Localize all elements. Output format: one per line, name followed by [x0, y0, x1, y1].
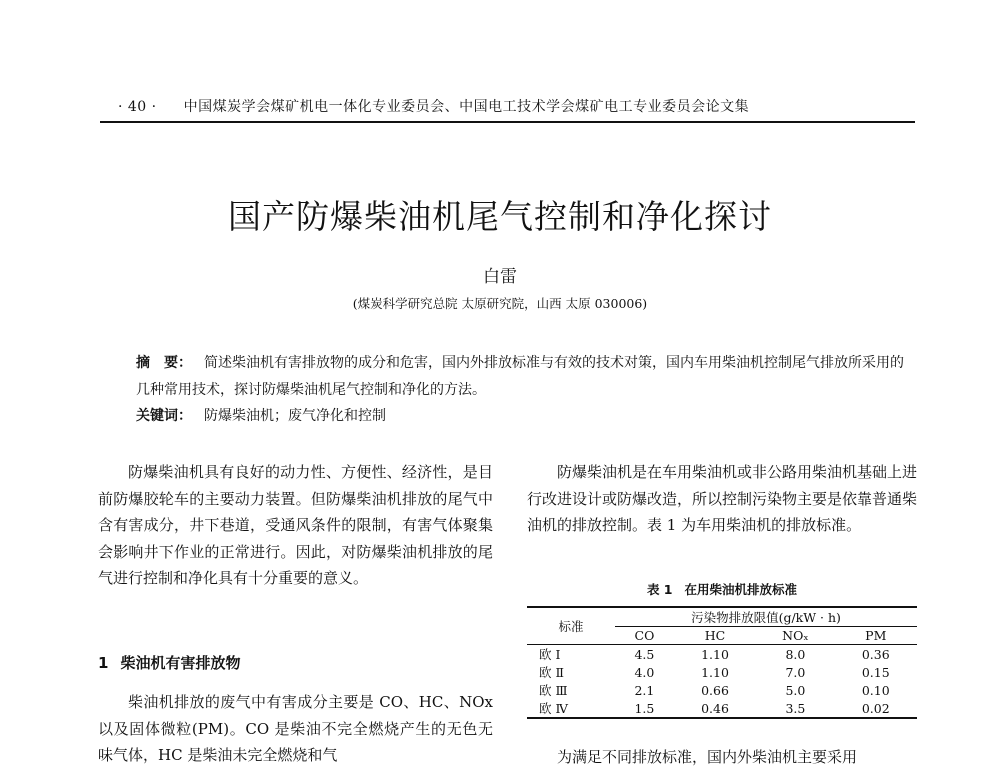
- abstract: [136, 350, 911, 404]
- table-cell-standard: 欧 Ⅳ: [527, 699, 615, 718]
- table-cell: 0.46: [674, 699, 756, 718]
- table-cell: 2.1: [634, 682, 655, 698]
- paper-title: 国产防爆柴油机尾气控制和净化探讨: [228, 197, 772, 236]
- abstract-label: 摘 要：: [136, 355, 192, 371]
- affiliation: (煤炭科学研究总院 太原研究院，山西 太原 030006): [352, 296, 648, 311]
- table-caption-text: 在用柴油机排放标准: [684, 582, 798, 597]
- table-cell-standard: 欧 Ⅰ: [539, 647, 561, 662]
- table-cell: 7.0: [785, 664, 806, 680]
- page-number: · 40 ·: [118, 99, 157, 115]
- table-cell: 1.5: [615, 699, 674, 718]
- table-cell: 4.5: [634, 646, 655, 662]
- journal-name: 中国煤炭学会煤矿机电一体化专业委员会、中国电工技术学会煤矿电工专业委员会论文集: [183, 99, 750, 115]
- table-limit-header: 污染物排放限值(g/kW · h): [615, 607, 917, 627]
- table-caption-number: 表 1: [646, 582, 673, 597]
- left-column-section: [98, 689, 493, 769]
- table-cell: 1.10: [701, 664, 729, 680]
- table-cell: 1.10: [701, 646, 729, 662]
- table-cell: 0.66: [701, 682, 729, 698]
- table-cell: 4.0: [634, 664, 655, 680]
- table-col-header: NOₓ: [756, 627, 834, 645]
- right-column-continued: [527, 744, 917, 771]
- running-header: [118, 96, 749, 116]
- right-paragraph-2: 为满足不同排放标准，国内外柴油机主要采用: [557, 748, 858, 766]
- table-stub-header: 标准: [527, 607, 615, 645]
- keywords-text: 防爆柴油机；废气净化和控制: [204, 408, 386, 424]
- table-caption: [527, 580, 917, 598]
- left-column-intro: [98, 459, 493, 592]
- section-number: 1: [98, 654, 109, 672]
- table-col-header: CO: [615, 627, 674, 645]
- section-heading: [98, 652, 240, 673]
- table-cell: 0.15: [861, 664, 890, 680]
- right-paragraph: 防爆柴油机是在车用柴油机或非公路用柴油机基础上进行改进设计或防爆改造，所以控制污染物主要是依靠普通柴油机的排放控制。表 1 为车用柴油机的排放标准。: [527, 463, 918, 534]
- emission-standards-table: [527, 606, 917, 719]
- table-cell: 0.10: [861, 682, 890, 698]
- right-column-intro: [527, 459, 917, 539]
- author: 白雷: [483, 267, 517, 287]
- section-paragraph: 柴油机排放的废气中有害成分主要是 CO、HC、NOx 以及固体微粒(PM)。CO 是柴油不完全燃烧产生的无色无味气体，HC 是柴油未完全燃烧和气: [98, 693, 493, 764]
- table-row: [527, 645, 917, 664]
- table-col-header: PM: [835, 627, 917, 645]
- table-cell-standard: 欧 Ⅱ: [539, 665, 564, 680]
- abstract-text: 简述柴油机有害排放物的成分和危害，国内外排放标准与有效的技术对策，国内车用柴油机控制尾气排放所采用的几种常用技术，探讨防爆柴油机尾气控制和净化的方法。: [136, 355, 904, 398]
- table-cell: 0.36: [861, 646, 890, 662]
- header-rule: [100, 121, 915, 123]
- table-cell: 8.0: [785, 646, 806, 662]
- table-cell: 3.5: [756, 699, 834, 718]
- table-row: [527, 699, 917, 718]
- section-title: 柴油机有害排放物: [120, 654, 241, 672]
- table-cell: 5.0: [785, 682, 806, 698]
- table-row: [527, 681, 917, 699]
- table-cell: 0.02: [835, 699, 917, 718]
- table-col-header: HC: [674, 627, 756, 645]
- keywords-label: 关键词：: [136, 408, 192, 424]
- keywords: [136, 405, 386, 425]
- intro-paragraph: 防爆柴油机具有良好的动力性、方便性、经济性，是目前防爆胶轮车的主要动力装置。但防爆柴油机排放的尾气中含有害成分，井下巷道，受通风条件的限制，有害气体聚集会影响井下作业的正常进行。因此，对防爆柴油机排放的尾气进行控制和净化具有十分重要的意义。: [98, 463, 493, 587]
- table-cell-standard: 欧 Ⅲ: [539, 683, 568, 698]
- table-row: [527, 663, 917, 681]
